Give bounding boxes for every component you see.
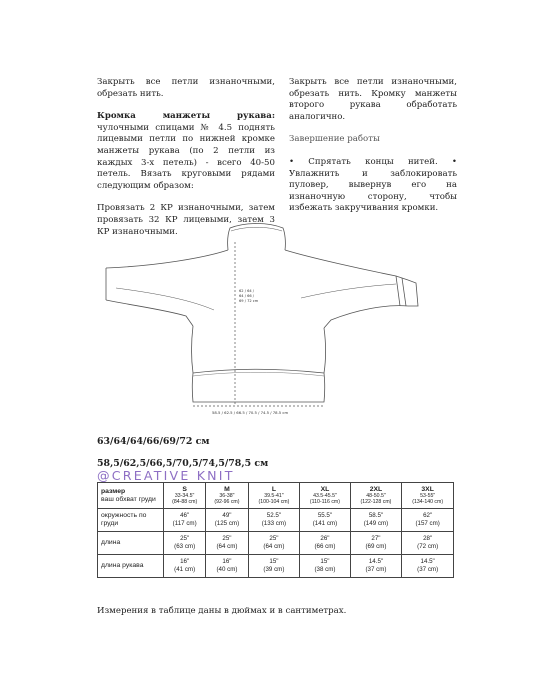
table-row <box>98 509 454 532</box>
table-cell: 16" (41 cm) <box>164 555 206 578</box>
right-paragraph-2: • Спрятать концы нитей. • Увлажнить и заблокировать пуловер, вывернув его на изнаночную сторону, чтобы избежать закручивания кромки. <box>289 156 457 214</box>
size-col-xl: XL 43.5-45.5" (110-116 cm) <box>300 483 350 509</box>
height-label-line-3: 69 / 72 cm <box>239 299 259 303</box>
left-sleeve-top <box>106 250 228 268</box>
left-paragraph-2 <box>97 111 275 192</box>
row-label: длина <box>98 532 164 555</box>
table-cell: 16" (40 cm) <box>206 555 248 578</box>
table-header-label: размер ваш обхват груди <box>98 483 164 509</box>
body-left-side <box>192 326 194 373</box>
table-cell: 25" (64 cm) <box>206 532 248 555</box>
size-table <box>97 482 454 578</box>
table-cell: 26" (66 cm) <box>300 532 350 555</box>
left-dropped-shoulder <box>116 288 214 310</box>
right-sleeve-bottom <box>324 306 408 328</box>
width-label: 58.5 / 62.5 / 66.5 / 70.5 / 74.5 / 78.5 cm <box>212 410 289 415</box>
table-cell: 62" (157 cm) <box>402 509 454 532</box>
left-sleeve-bottom <box>106 300 193 326</box>
table-row <box>98 555 454 578</box>
table-cell: 25" (64 cm) <box>248 532 300 555</box>
table-cell: 15" (38 cm) <box>300 555 350 578</box>
measurements-note: Измерения в таблице даны в дюймах и в сантиметрах. <box>97 606 347 616</box>
body-right-side <box>324 328 326 373</box>
finishing-heading: Завершение работы <box>289 134 380 145</box>
size-col-2xl: 2XL 48-50.5" (122-128 cm) <box>350 483 402 509</box>
table-cell: 49" (125 cm) <box>206 509 248 532</box>
table-cell: 15" (39 cm) <box>248 555 300 578</box>
size-col-3xl: 3XL 53-55" (134-140 cm) <box>402 483 454 509</box>
width-sizes: 58,5/62,5/66,5/70,5/74,5/78,5 см <box>97 458 269 469</box>
table-cell: 46" (117 cm) <box>164 509 206 532</box>
hem-rib <box>193 372 324 376</box>
right-text-column <box>289 77 457 226</box>
cuff-text: чулочными спицами № 4.5 поднять лицевыми петли по нижней кромке манжеты рукава (по 2 петли из каждых 3-х петель) - всего 40-50 петель. Вязать круговыми рядами следующим образом: <box>97 122 275 191</box>
table-cell: 14.5" (37 cm) <box>350 555 402 578</box>
table-cell: 52.5" (133 cm) <box>248 509 300 532</box>
height-label-line-2: 64 / 66 / <box>239 294 254 298</box>
size-col-s: S 33-34.5" (84-88 cm) <box>164 483 206 509</box>
left-paragraph-1: Закрыть все петли изнаночными, обрезать нить. <box>97 77 275 99</box>
table-cell: 14.5" (37 cm) <box>402 555 454 578</box>
table-row <box>98 532 454 555</box>
table-cell: 27" (69 cm) <box>350 532 402 555</box>
length-sizes: 63/64/64/66/69/72 см <box>97 436 210 447</box>
table-header-row <box>98 483 454 509</box>
height-label-line-1: 62 / 64 / <box>239 289 254 293</box>
brand-watermark: @CREATIVE KNIT <box>97 468 235 483</box>
row-label: окружность по груди <box>98 509 164 532</box>
table-cell: 25" (63 cm) <box>164 532 206 555</box>
right-dropped-shoulder <box>301 284 396 298</box>
table-cell: 55.5" (141 cm) <box>300 509 350 532</box>
row-label: длина рукава <box>98 555 164 578</box>
size-col-m: M 36-38" (92-96 cm) <box>206 483 248 509</box>
table-cell: 58.5" (149 cm) <box>350 509 402 532</box>
size-col-l: L 39.5-41" (100-104 cm) <box>248 483 300 509</box>
left-paragraph-3: Провязать 2 КР изнаночными, затем провязать 32 КР лицевыми, затем 3 КР изнаночными. <box>97 203 275 237</box>
collar-fold <box>231 227 282 231</box>
table-cell: 28" (72 cm) <box>402 532 454 555</box>
right-cuff <box>396 276 418 306</box>
right-sleeve-top <box>285 250 408 280</box>
cuff-heading: Кромка манжеты рукава: <box>97 111 275 122</box>
right-paragraph-1: Закрыть все петли изнаночными, обрезать нить. Кромку манжеты второго рукава обработать аналогично. <box>289 77 457 122</box>
sweater-schematic <box>96 218 440 433</box>
